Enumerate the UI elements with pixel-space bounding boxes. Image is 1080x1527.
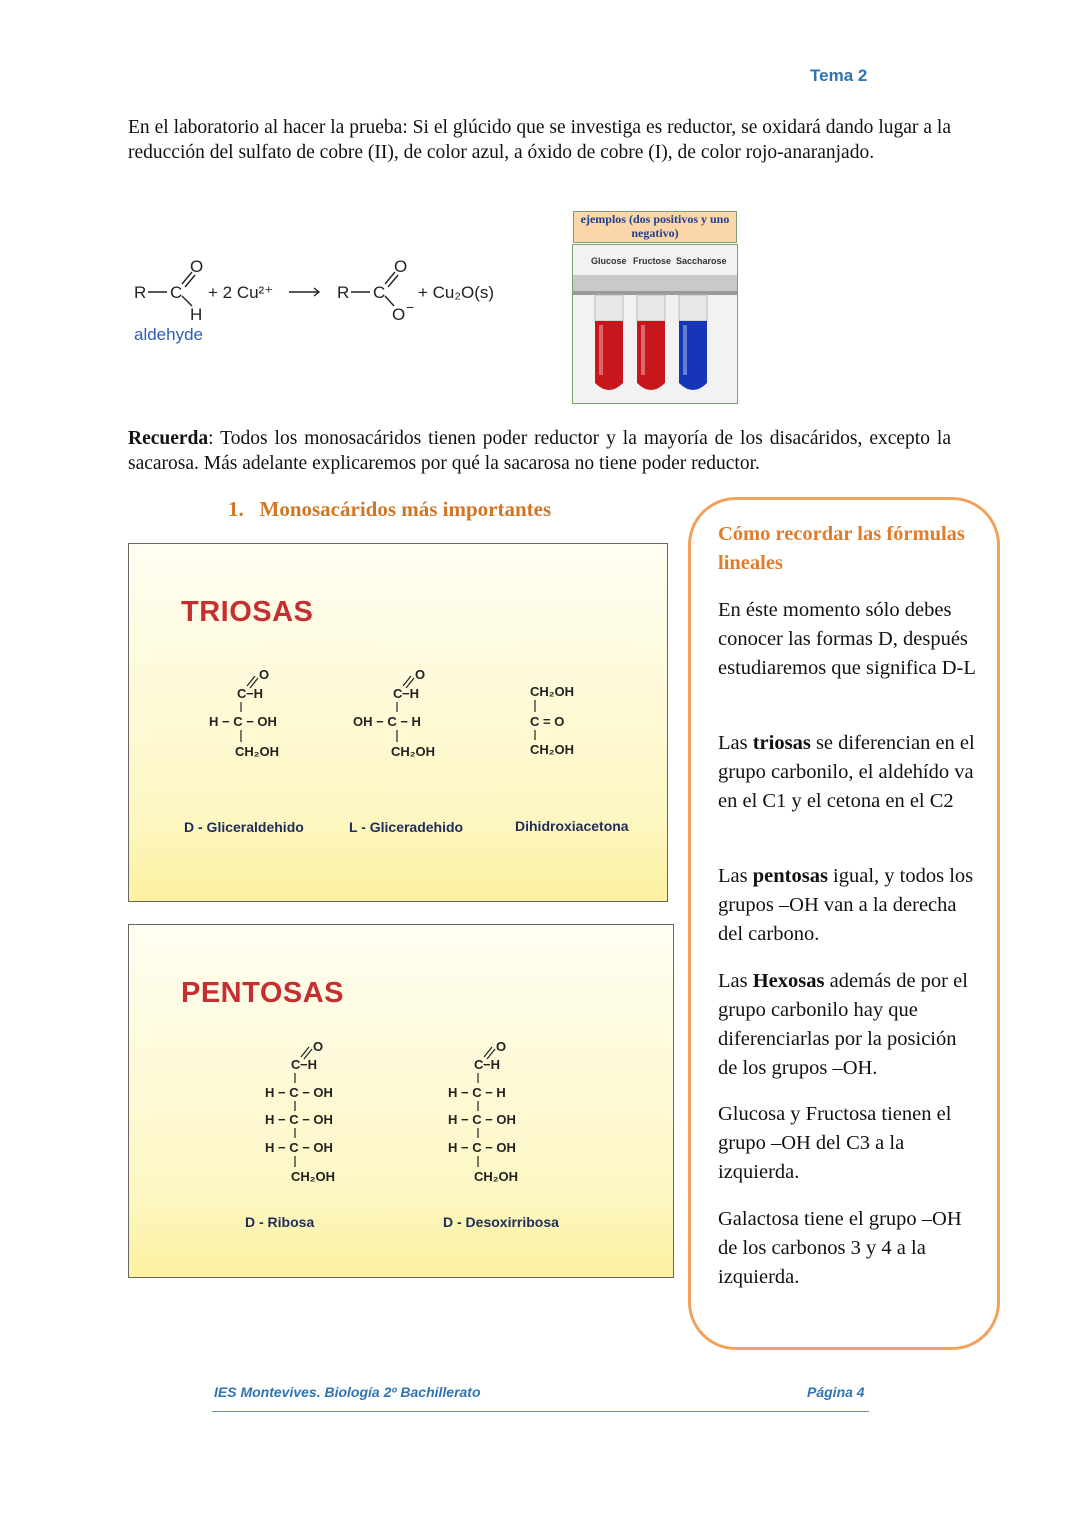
l-gliceraldehido-structure (351, 664, 451, 764)
sidebar-paragraph-5: Glucosa y Fructosa tienen el grupo –OH del C3 a la izquierda. (718, 1103, 952, 1183)
svg-text:C: C (373, 283, 386, 302)
footer-institution: IES Montevives. Biología 2º Bachillerato (214, 1384, 481, 1400)
footer-page-number: Página 4 (807, 1384, 865, 1400)
d-gliceraldehido-structure (207, 664, 297, 764)
svg-text:CH₂OH: CH₂OH (291, 1169, 336, 1184)
footer-divider (212, 1411, 869, 1412)
svg-text:H − C − OH: H − C − OH (265, 1085, 333, 1100)
sidebar-paragraph-3: Las pentosas igual, y todos los grupos –OH van a la derecha del carbono. (718, 865, 974, 945)
triosa-name-2: L - Gliceradehido (349, 819, 464, 835)
triosas-heading: TRIOSAS (181, 596, 314, 628)
svg-text:H − C − H: H − C − H (448, 1085, 506, 1100)
svg-text:O: O (190, 257, 204, 276)
photo-caption: ejemplos (dos positivos y uno negativo) (573, 211, 737, 243)
triosa-name-1: D - Gliceraldehido (184, 819, 304, 835)
svg-text:H − C − OH: H − C − OH (265, 1112, 333, 1127)
svg-text:−H: −H (246, 686, 263, 701)
sidebar-paragraph-6: Galactosa tiene el grupo –OH de los carbonos 3 y 4 a la izquierda. (718, 1208, 962, 1288)
reactant-r: R (134, 283, 147, 302)
svg-text:H − C − OH: H − C − OH (265, 1140, 333, 1155)
svg-text:CH₂OH: CH₂OH (235, 744, 280, 759)
pentosa-name-1: D - Ribosa (245, 1214, 315, 1230)
product-cu2o: + Cu₂O(s) (418, 283, 495, 302)
sidebar-title: Cómo recordar las fórmulas lineales (718, 523, 965, 574)
sidebar-paragraph-2: Las triosas se diferencian en el grupo carbonilo, el aldehído va en el C1 y el cetona en el C2 (718, 732, 975, 812)
svg-text:C: C (237, 686, 247, 701)
svg-text:−H: −H (300, 1057, 317, 1072)
product-r: R (337, 283, 350, 302)
recuerda-text: : Todos los monosacáridos tienen poder reductor y la mayoría de los disacáridos, excepto la sacarosa. Más adelante explicaremos por qué la sacarosa no tiene poder reductor. (128, 428, 951, 474)
aldehyde-label: aldehyde (134, 325, 204, 344)
svg-text:C: C (393, 686, 403, 701)
svg-text:O: O (259, 667, 270, 682)
tube-label-saccharose: Saccharose (676, 256, 727, 266)
svg-text:H − C − OH: H − C − OH (209, 714, 277, 729)
section-title: 1. Monosacáridos más importantes (228, 497, 552, 521)
svg-text:CH₂OH: CH₂OH (530, 684, 575, 699)
svg-text:O: O (313, 1039, 324, 1054)
intro-paragraph: En el laboratorio al hacer la prueba: Si el glúcido que se investiga es reductor, se oxidará dando lugar a la reducción del sulfato de cobre (II), de color azul, a óxido de cobre (I), de color rojo-anaranjado. (128, 117, 951, 163)
svg-text:O: O (496, 1039, 507, 1054)
svg-text:−: − (406, 299, 415, 315)
reagent-cu: + 2 Cu²⁺ (208, 283, 274, 302)
recuerda-label: Recuerda (128, 428, 209, 449)
svg-text:O: O (394, 257, 408, 276)
test-tubes-photo (572, 244, 738, 404)
svg-text:H − C − OH: H − C − OH (448, 1112, 516, 1127)
svg-text:C: C (291, 1057, 301, 1072)
svg-text:CH₂OH: CH₂OH (530, 742, 575, 757)
pentosa-name-2: D - Desoxirribosa (443, 1214, 559, 1230)
svg-text:C: C (170, 283, 183, 302)
tube-label-glucose: Glucose (591, 256, 627, 266)
tube-label-fructose: Fructose (633, 256, 672, 266)
d-ribosa-structure (261, 1037, 361, 1187)
svg-text:O: O (392, 305, 406, 324)
svg-text:CH₂OH: CH₂OH (391, 744, 436, 759)
svg-text:C = O: C = O (530, 714, 565, 729)
svg-text:H − C − OH: H − C − OH (448, 1140, 516, 1155)
triosa-name-3: Dihidroxiacetona (515, 818, 629, 834)
pentosas-heading: PENTOSAS (181, 977, 345, 1009)
sidebar-paragraph-1: En éste momento sólo debes conocer las formas D, después estudiaremos que significa D-L (718, 599, 976, 679)
header-tema: Tema 2 (810, 66, 868, 85)
d-desoxirribosa-structure (444, 1037, 544, 1187)
svg-text:OH − C − H: OH − C − H (353, 714, 421, 729)
sidebar-paragraph-4: Las Hexosas además de por el grupo carbonilo hay que diferenciarlas por la posición de los grupos –OH. (718, 970, 968, 1079)
recuerda-paragraph (128, 426, 951, 476)
svg-text:−H: −H (402, 686, 419, 701)
triosas-panel (128, 543, 668, 902)
svg-text:H: H (190, 305, 203, 324)
aldehyde-oxidation-reaction (132, 250, 552, 350)
svg-text:O: O (415, 667, 426, 682)
svg-text:CH₂OH: CH₂OH (474, 1169, 519, 1184)
svg-text:−H: −H (483, 1057, 500, 1072)
pentosas-panel (128, 924, 674, 1278)
svg-text:C: C (474, 1057, 484, 1072)
dihidroxiacetona-structure (524, 674, 604, 764)
